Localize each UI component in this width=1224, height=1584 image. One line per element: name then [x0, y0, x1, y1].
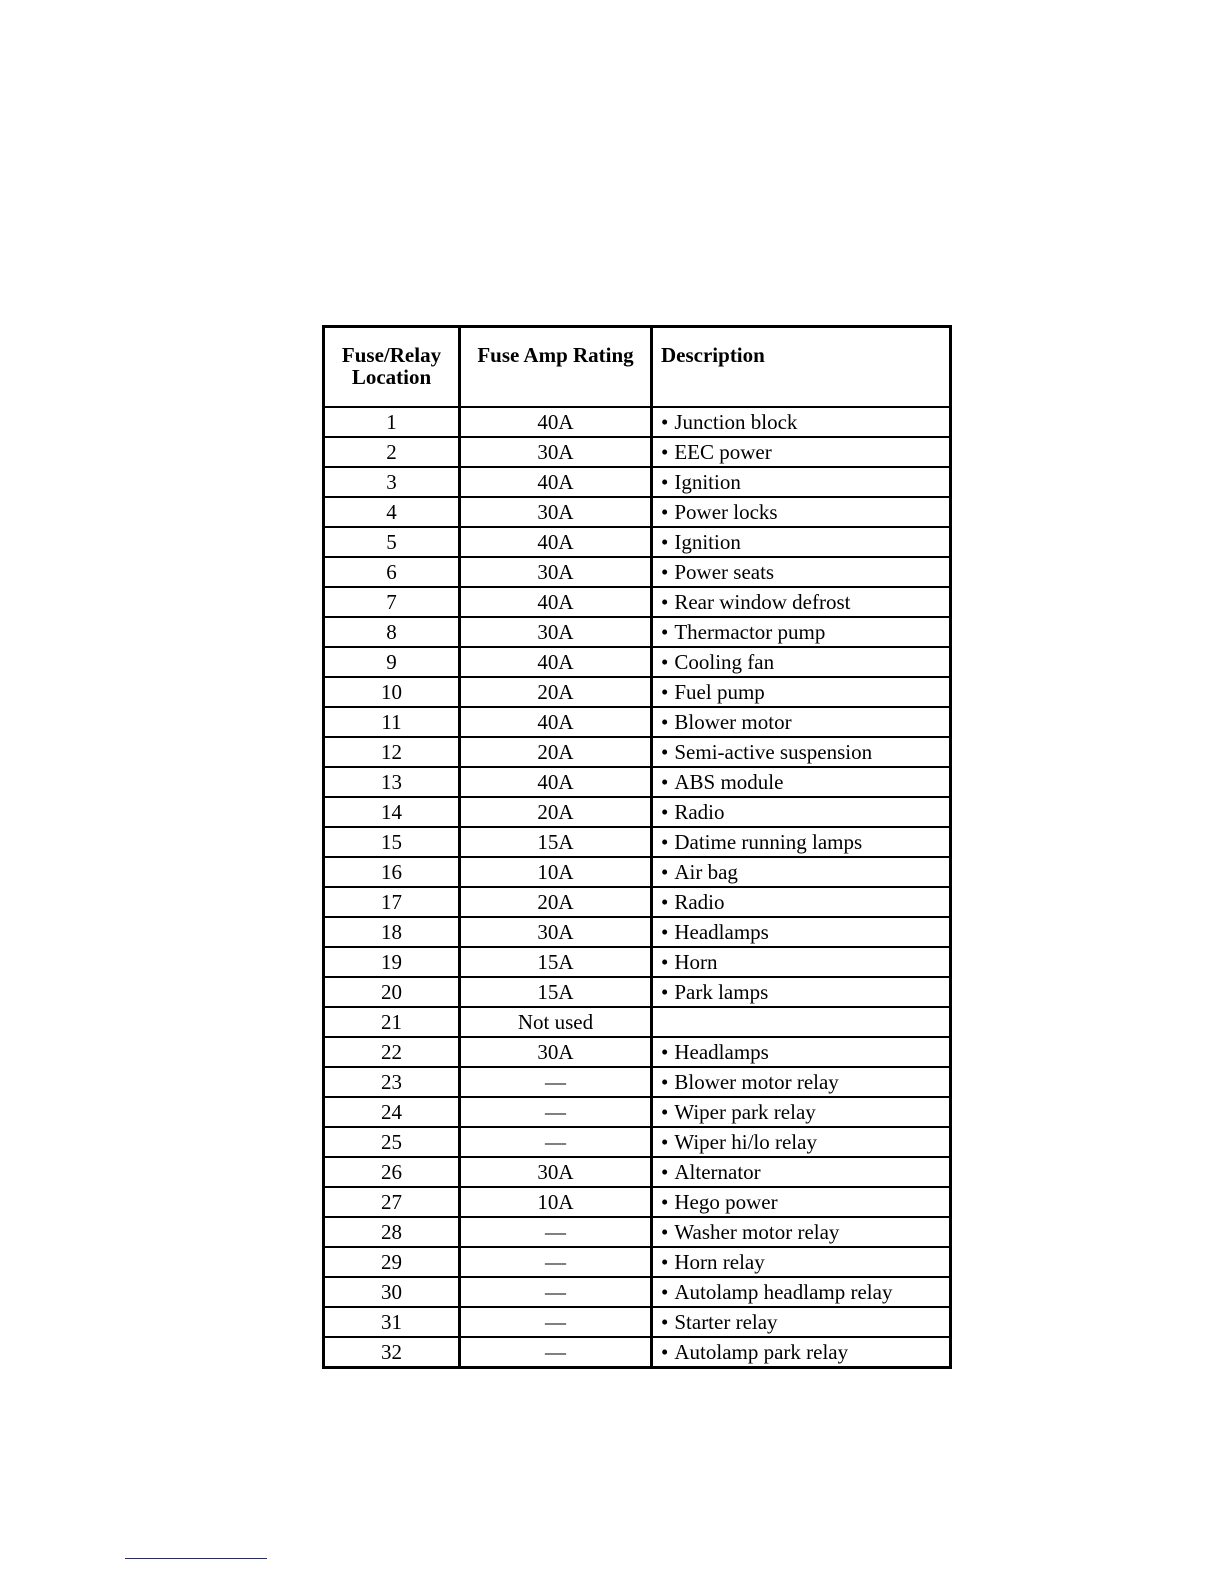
- table-row: [324, 677, 951, 707]
- cell-location: 21: [324, 1007, 460, 1037]
- fuse-relay-table: [322, 325, 952, 1369]
- description-text: Radio: [674, 800, 725, 824]
- description-text: Blower motor: [674, 710, 792, 734]
- table-row: [324, 827, 951, 857]
- table-row: [324, 497, 951, 527]
- table-body: [324, 407, 951, 1368]
- cell-location: 2: [324, 437, 460, 467]
- table-row: [324, 1067, 951, 1097]
- footnote-rule: [125, 1558, 267, 1559]
- cell-amp-rating: 30A: [460, 917, 652, 947]
- cell-amp-rating: Not used: [460, 1007, 652, 1037]
- cell-location: 20: [324, 977, 460, 1007]
- cell-amp-rating: 40A: [460, 767, 652, 797]
- cell-description: [652, 1037, 951, 1067]
- header-amp-rating: Fuse Amp Rating: [460, 327, 652, 408]
- bullet-icon: •: [661, 860, 669, 884]
- description-text: Alternator: [674, 1160, 761, 1184]
- bullet-icon: •: [661, 770, 669, 794]
- cell-location: 29: [324, 1247, 460, 1277]
- cell-amp-rating: 40A: [460, 407, 652, 437]
- table-row: [324, 1247, 951, 1277]
- bullet-icon: •: [661, 1040, 669, 1064]
- cell-amp-rating: 30A: [460, 617, 652, 647]
- cell-description: [652, 737, 951, 767]
- cell-location: 25: [324, 1127, 460, 1157]
- cell-amp-rating: 30A: [460, 497, 652, 527]
- table-row: [324, 1007, 951, 1037]
- cell-description: [652, 1217, 951, 1247]
- cell-location: 32: [324, 1337, 460, 1368]
- cell-amp-rating: 40A: [460, 467, 652, 497]
- table-row: [324, 557, 951, 587]
- cell-location: 10: [324, 677, 460, 707]
- table-row: [324, 977, 951, 1007]
- cell-location: 31: [324, 1307, 460, 1337]
- bullet-icon: •: [661, 1190, 669, 1214]
- cell-location: 3: [324, 467, 460, 497]
- cell-location: 27: [324, 1187, 460, 1217]
- cell-amp-rating: 30A: [460, 437, 652, 467]
- cell-location: 30: [324, 1277, 460, 1307]
- table-row: [324, 1337, 951, 1368]
- cell-amp-rating: —: [460, 1307, 652, 1337]
- cell-description: [652, 917, 951, 947]
- bullet-icon: •: [661, 410, 669, 434]
- cell-location: 24: [324, 1097, 460, 1127]
- table-row: [324, 1307, 951, 1337]
- table-row: [324, 1037, 951, 1067]
- description-text: Horn: [674, 950, 718, 974]
- cell-description: [652, 947, 951, 977]
- cell-description: [652, 557, 951, 587]
- table-row: [324, 1127, 951, 1157]
- description-text: Wiper hi/lo relay: [674, 1130, 817, 1154]
- bullet-icon: •: [661, 650, 669, 674]
- cell-location: 13: [324, 767, 460, 797]
- cell-description: [652, 527, 951, 557]
- cell-amp-rating: 30A: [460, 1157, 652, 1187]
- cell-amp-rating: 20A: [460, 887, 652, 917]
- cell-amp-rating: 40A: [460, 527, 652, 557]
- cell-location: 12: [324, 737, 460, 767]
- cell-location: 18: [324, 917, 460, 947]
- cell-amp-rating: —: [460, 1067, 652, 1097]
- cell-location: 9: [324, 647, 460, 677]
- bullet-icon: •: [661, 1220, 669, 1244]
- bullet-icon: •: [661, 620, 669, 644]
- bullet-icon: •: [661, 470, 669, 494]
- cell-description: [652, 1007, 951, 1037]
- cell-description: [652, 1277, 951, 1307]
- table-row: [324, 467, 951, 497]
- description-text: Fuel pump: [674, 680, 765, 704]
- header-description: Description: [652, 327, 951, 408]
- cell-amp-rating: 15A: [460, 977, 652, 1007]
- cell-description: [652, 857, 951, 887]
- cell-location: 1: [324, 407, 460, 437]
- table-row: [324, 737, 951, 767]
- table-row: [324, 1157, 951, 1187]
- cell-description: [652, 1187, 951, 1217]
- description-text: Junction block: [674, 410, 798, 434]
- bullet-icon: •: [661, 1280, 669, 1304]
- cell-amp-rating: 20A: [460, 797, 652, 827]
- table-header-row: [324, 327, 951, 408]
- bullet-icon: •: [661, 890, 669, 914]
- cell-description: [652, 1337, 951, 1368]
- cell-description: [652, 767, 951, 797]
- header-location-line2: Location: [351, 365, 432, 389]
- description-text: Headlamps: [674, 1040, 769, 1064]
- bullet-icon: •: [661, 590, 669, 614]
- description-text: Power locks: [674, 500, 778, 524]
- cell-description: [652, 1307, 951, 1337]
- bullet-icon: •: [661, 980, 669, 1004]
- cell-amp-rating: —: [460, 1097, 652, 1127]
- description-text: Headlamps: [674, 920, 769, 944]
- cell-description: [652, 677, 951, 707]
- table-row: [324, 587, 951, 617]
- table-row: [324, 407, 951, 437]
- cell-amp-rating: —: [460, 1127, 652, 1157]
- table-row: [324, 1217, 951, 1247]
- cell-location: 7: [324, 587, 460, 617]
- cell-location: 16: [324, 857, 460, 887]
- cell-description: [652, 407, 951, 437]
- description-text: Rear window defrost: [674, 590, 851, 614]
- header-location-line1: Fuse/Relay: [341, 343, 442, 367]
- table-row: [324, 917, 951, 947]
- cell-description: [652, 887, 951, 917]
- bullet-icon: •: [661, 1070, 669, 1094]
- table-row: [324, 1277, 951, 1307]
- description-text: Autolamp park relay: [674, 1340, 849, 1364]
- cell-amp-rating: 30A: [460, 1037, 652, 1067]
- bullet-icon: •: [661, 1130, 669, 1154]
- cell-description: [652, 437, 951, 467]
- description-text: Cooling fan: [674, 650, 775, 674]
- description-text: Radio: [674, 890, 725, 914]
- cell-amp-rating: 10A: [460, 1187, 652, 1217]
- description-text: Air bag: [674, 860, 738, 884]
- bullet-icon: •: [661, 560, 669, 584]
- cell-location: 15: [324, 827, 460, 857]
- cell-description: [652, 707, 951, 737]
- bullet-icon: •: [661, 710, 669, 734]
- cell-description: [652, 827, 951, 857]
- description-text: Hego power: [674, 1190, 778, 1214]
- description-text: Starter relay: [674, 1310, 778, 1334]
- cell-amp-rating: 20A: [460, 677, 652, 707]
- description-text: Ignition: [674, 530, 741, 554]
- cell-amp-rating: 20A: [460, 737, 652, 767]
- table-row: [324, 1187, 951, 1217]
- cell-location: 11: [324, 707, 460, 737]
- bullet-icon: •: [661, 800, 669, 824]
- description-text: Power seats: [674, 560, 775, 584]
- cell-location: 19: [324, 947, 460, 977]
- description-text: Blower motor relay: [674, 1070, 839, 1094]
- bullet-icon: •: [661, 920, 669, 944]
- cell-description: [652, 497, 951, 527]
- table-row: [324, 527, 951, 557]
- cell-description: [652, 467, 951, 497]
- description-text: Semi-active suspension: [674, 740, 873, 764]
- bullet-icon: •: [661, 440, 669, 464]
- cell-location: 5: [324, 527, 460, 557]
- cell-location: 4: [324, 497, 460, 527]
- cell-description: [652, 647, 951, 677]
- bullet-icon: •: [661, 680, 669, 704]
- table-row: [324, 1097, 951, 1127]
- cell-amp-rating: 40A: [460, 647, 652, 677]
- cell-amp-rating: —: [460, 1337, 652, 1368]
- description-text: ABS module: [674, 770, 784, 794]
- table-row: [324, 947, 951, 977]
- cell-description: [652, 1247, 951, 1277]
- description-text: EEC power: [674, 440, 772, 464]
- table-row: [324, 797, 951, 827]
- cell-description: [652, 1157, 951, 1187]
- bullet-icon: •: [661, 1310, 669, 1334]
- table-row: [324, 887, 951, 917]
- bullet-icon: •: [661, 1340, 669, 1364]
- cell-description: [652, 617, 951, 647]
- bullet-icon: •: [661, 740, 669, 764]
- description-text: Washer motor relay: [674, 1220, 840, 1244]
- cell-amp-rating: —: [460, 1217, 652, 1247]
- cell-location: 23: [324, 1067, 460, 1097]
- description-text: Thermactor pump: [674, 620, 826, 644]
- cell-location: 22: [324, 1037, 460, 1067]
- cell-amp-rating: —: [460, 1247, 652, 1277]
- cell-location: 14: [324, 797, 460, 827]
- description-text: Ignition: [674, 470, 741, 494]
- header-location: [324, 327, 460, 408]
- bullet-icon: •: [661, 830, 669, 854]
- cell-amp-rating: 10A: [460, 857, 652, 887]
- table-row: [324, 437, 951, 467]
- cell-amp-rating: 15A: [460, 947, 652, 977]
- description-text: Autolamp headlamp relay: [674, 1280, 893, 1304]
- bullet-icon: •: [661, 500, 669, 524]
- description-text: Horn relay: [674, 1250, 765, 1274]
- cell-location: 8: [324, 617, 460, 647]
- cell-description: [652, 1097, 951, 1127]
- table-row: [324, 617, 951, 647]
- cell-description: [652, 797, 951, 827]
- bullet-icon: •: [661, 1160, 669, 1184]
- description-text: Park lamps: [674, 980, 769, 1004]
- description-text: Wiper park relay: [674, 1100, 816, 1124]
- table-row: [324, 647, 951, 677]
- table-row: [324, 707, 951, 737]
- bullet-icon: •: [661, 530, 669, 554]
- cell-description: [652, 977, 951, 1007]
- table-row: [324, 857, 951, 887]
- cell-amp-rating: 40A: [460, 587, 652, 617]
- bullet-icon: •: [661, 1100, 669, 1124]
- cell-location: 6: [324, 557, 460, 587]
- bullet-icon: •: [661, 950, 669, 974]
- cell-location: 26: [324, 1157, 460, 1187]
- cell-amp-rating: 15A: [460, 827, 652, 857]
- bullet-icon: •: [661, 1250, 669, 1274]
- cell-amp-rating: 40A: [460, 707, 652, 737]
- table-row: [324, 767, 951, 797]
- cell-amp-rating: —: [460, 1277, 652, 1307]
- cell-description: [652, 1067, 951, 1097]
- cell-description: [652, 587, 951, 617]
- cell-description: [652, 1127, 951, 1157]
- cell-location: 28: [324, 1217, 460, 1247]
- description-text: Datime running lamps: [674, 830, 863, 854]
- cell-location: 17: [324, 887, 460, 917]
- cell-amp-rating: 30A: [460, 557, 652, 587]
